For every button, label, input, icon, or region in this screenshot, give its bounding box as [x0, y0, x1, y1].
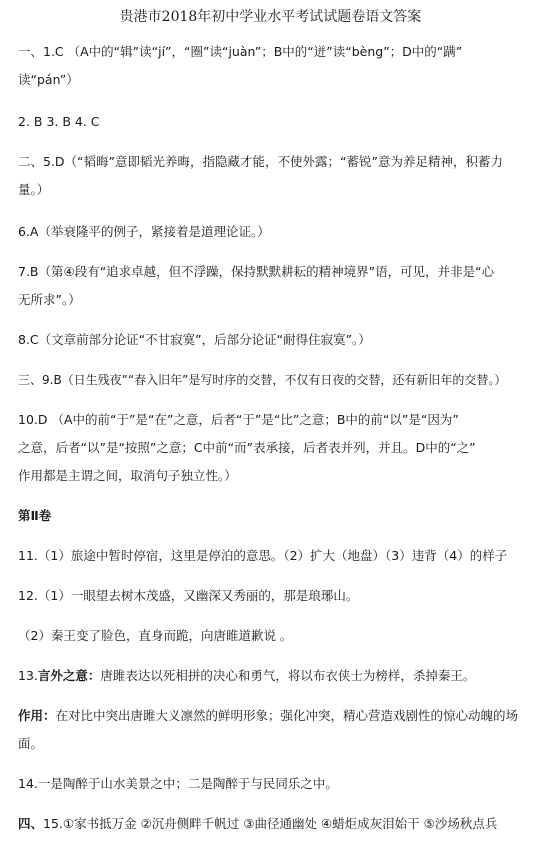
answer-q13-implied-meaning [18, 662, 524, 690]
answer-q2-4: 2. B 3. B 4. C [18, 114, 100, 129]
answer-q6: 6.A（举衰隆平的例子，紧接着是道理论证。） [18, 224, 270, 239]
answer-q15 [18, 810, 524, 838]
q13-implied-meaning-text: 唐雎表达以死相拼的决心和勇气，将以布衣侠士为榜样，杀掉秦王。 [100, 668, 476, 683]
answer-q10-line3: 作用都是主谓之间，取消句子独立性。） [18, 468, 237, 483]
answer-q1-line2: 读“pán”） [18, 72, 79, 87]
answer-q8: 8.C（文章前部分论证“不甘寂寞”，后部分论证“耐得住寂寞”。） [18, 332, 371, 347]
answer-q11: 11.（1）旅途中暂时停宿，这里是停泊的意思。（2）扩大（地盘）（3）违背（4）的样子 [18, 548, 508, 563]
answer-q1-line1: 一、1.C （A中的“辑”读“jí”，“圈”读“juàn”；B中的“迸”读“bèng”；D中的“蹒” [18, 44, 463, 59]
q15-text: 15.①家书抵万金 ②沉舟侧畔千帆过 ③曲径通幽处 ④蜡炬成灰泪始干 ⑤沙场秋点兵 [43, 816, 498, 831]
answer-q12-part1: 12.（1）一眼望去树木茂盛，又幽深又秀丽的，那是琅琊山。 [18, 588, 359, 603]
q13-implied-meaning-label: 言外之意： [37, 668, 101, 683]
answer-q13-function-line2: 面。 [18, 736, 44, 751]
answer-q5-line1: 二、5.D（“韬晦”意即韬光养晦，指隐藏才能，不使外露；“蓄锐”意为养足精神，积蓄力 [18, 154, 503, 169]
document-title: 贵港市2018年初中学业水平考试试题卷语文答案 [119, 9, 422, 25]
answer-q12-part2: （2）秦王变了脸色，直身而跪，向唐睢道歉说 。 [18, 628, 293, 643]
q13-function-label: 作用： [18, 708, 56, 723]
answer-q7-line2: 无所求”。） [18, 292, 81, 307]
answer-q13-function-line1 [18, 702, 524, 730]
answer-q14: 14.一是陶醉于山水美景之中；二是陶醉于与民同乐之中。 [18, 776, 338, 791]
answer-q10-line1: 10.D （A中的前“于”是“在”之意，后者“于”是“比”之意；B中的前“以”是“因为” [18, 412, 459, 427]
answer-q9: 三、9.B（日生残夜”“春入旧年”是写时序的交替，不仅有日夜的交替，还有新旧年的交替。） [18, 373, 507, 387]
q13-function-text: 在对比中突出唐雎大义凛然的鲜明形象；强化冲突，精心营造戏剧性的惊心动魄的场 [55, 708, 519, 723]
answer-q5-line2: 量。） [18, 182, 50, 197]
section-heading-volume-2: 第Ⅱ卷 [18, 508, 52, 523]
q13-number: 13. [18, 668, 38, 683]
answer-q7-line1: 7.B（第④段有“追求卓越，但不浮躁，保持默默耕耘的精神境界”语，可见，并非是“心 [18, 264, 495, 279]
section-four-label: 四、 [18, 816, 44, 831]
answer-q10-line2: 之意，后者“以”是“按照”之意；C中前“而”表承接，后者表并列，并且。D中的“之” [18, 440, 476, 455]
